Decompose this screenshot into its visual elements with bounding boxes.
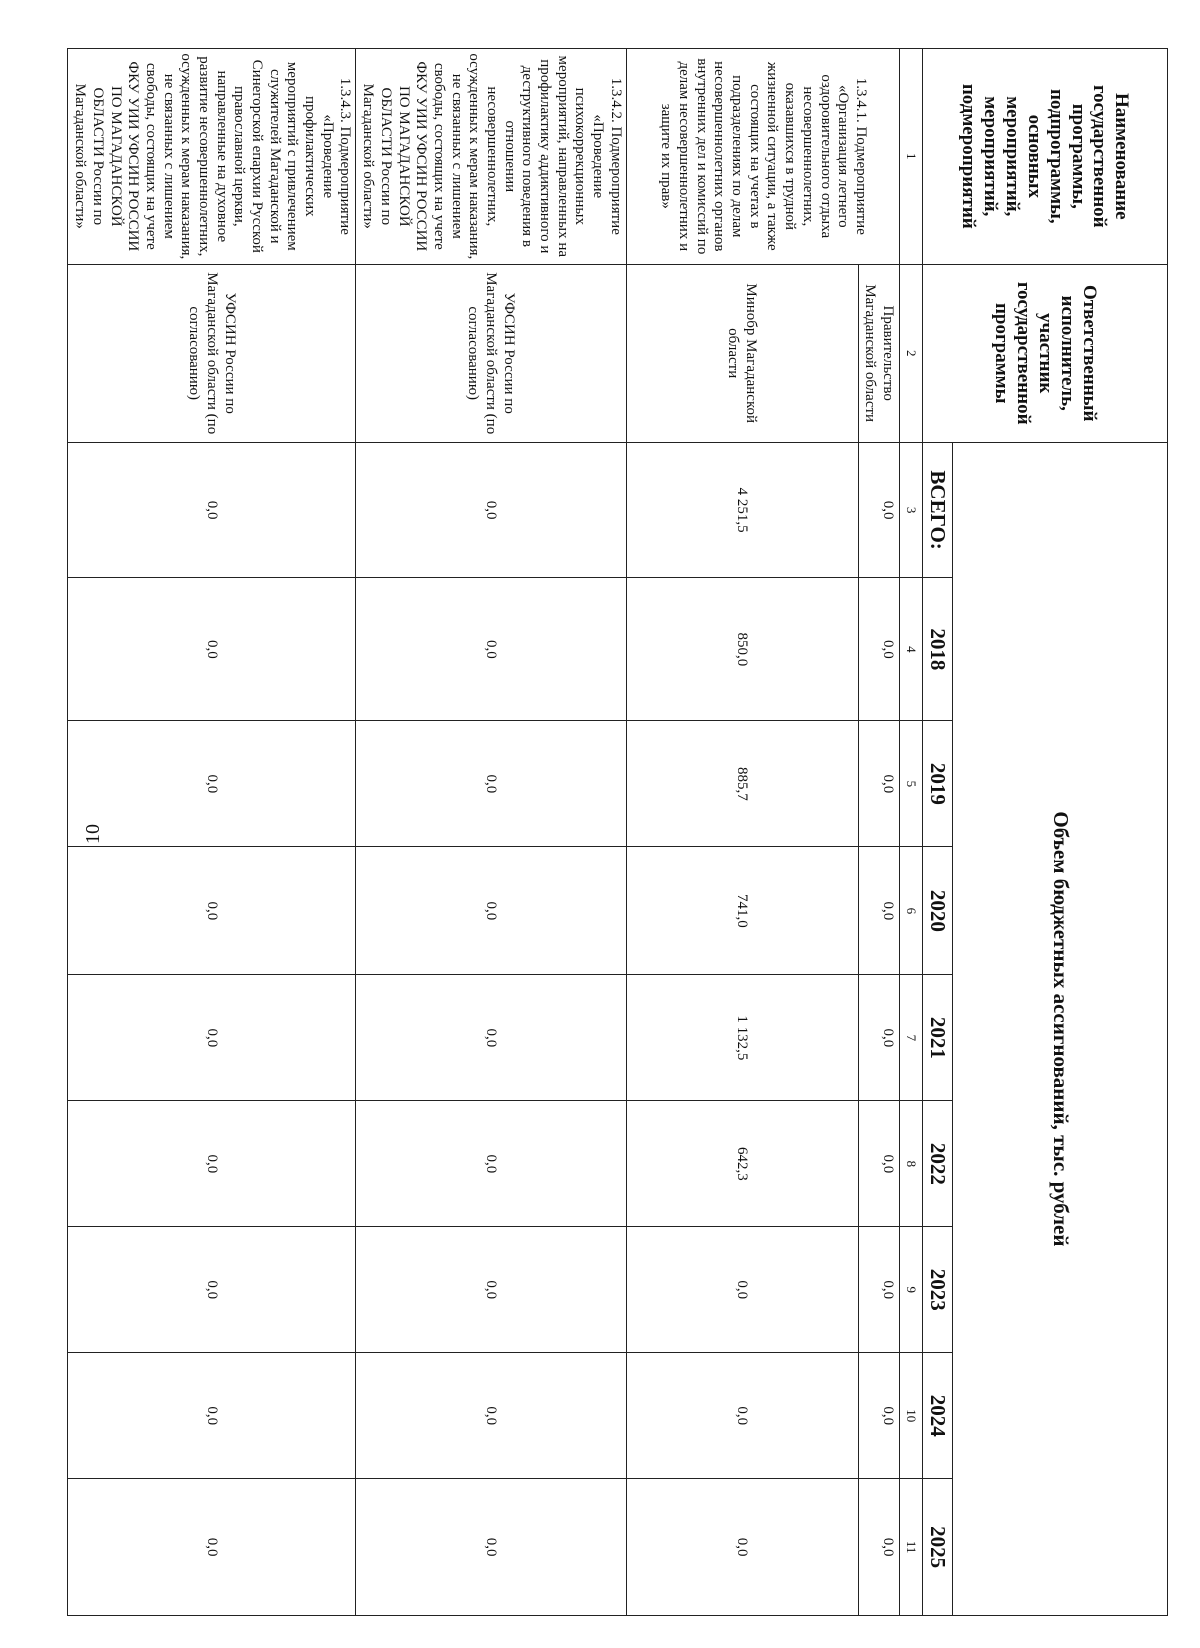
column-number: 4 bbox=[899, 578, 922, 721]
value-cell: 0,0 bbox=[858, 1353, 899, 1479]
page-number: 10 bbox=[82, 824, 104, 844]
column-numbers-row bbox=[899, 49, 922, 1616]
header-year-2020: 2020 bbox=[922, 847, 952, 975]
column-number: 1 bbox=[899, 49, 922, 265]
budget-table bbox=[68, 48, 1169, 1616]
column-number: 2 bbox=[899, 264, 922, 442]
executor-cell: Минобр Магаданской области bbox=[626, 264, 858, 442]
header-year-2025: 2025 bbox=[922, 1479, 952, 1616]
value-cell: 0,0 bbox=[626, 1227, 858, 1353]
rotated-table-container bbox=[72, 48, 1168, 1616]
table-row bbox=[68, 49, 356, 1616]
value-cell: 0,0 bbox=[356, 1479, 626, 1616]
header-year-2022: 2022 bbox=[922, 1101, 952, 1227]
value-cell: 0,0 bbox=[356, 578, 626, 721]
value-cell: 741,0 bbox=[626, 847, 858, 975]
table-row bbox=[858, 49, 899, 1616]
value-cell: 0,0 bbox=[68, 1353, 356, 1479]
header-budget-volume: Объем бюджетных ассигнований, тыс. рублей bbox=[953, 442, 1168, 1615]
value-cell: 0,0 bbox=[858, 847, 899, 975]
header-year-2019: 2019 bbox=[922, 721, 952, 847]
value-cell: 0,0 bbox=[356, 1227, 626, 1353]
program-name-cell: 1.3.4.2. Подмероприятие «Проведение психокоррекционных мероприятий, направленных на профилактику аддиктивного и деструктивного поведения в отношении несовершеннолетних, осужденных к мерам наказания, не связанных с лишением свободы, состоящих на учете ФКУ УИИ УФСИН РОССИИ ПО МАГАДАНСКОЙ ОБЛАСТИ России по Магаданской области» bbox=[356, 49, 626, 265]
column-number: 6 bbox=[899, 847, 922, 975]
value-cell: 0,0 bbox=[858, 721, 899, 847]
value-cell: 0,0 bbox=[68, 847, 356, 975]
value-cell: 0,0 bbox=[858, 578, 899, 721]
value-cell: 885,7 bbox=[626, 721, 858, 847]
total-cell: 0,0 bbox=[858, 442, 899, 578]
header-program-name: Наименование государственной программы, подпрограммы, основных мероприятий, мероприятий, подмероприятий bbox=[922, 49, 1167, 265]
column-number: 7 bbox=[899, 975, 922, 1101]
header-year-2021: 2021 bbox=[922, 975, 952, 1101]
value-cell: 850,0 bbox=[626, 578, 858, 721]
executor-cell: УФСИН России по Магаданской области (по согласованию) bbox=[356, 264, 626, 442]
value-cell: 0,0 bbox=[356, 975, 626, 1101]
value-cell: 0,0 bbox=[68, 975, 356, 1101]
value-cell: 0,0 bbox=[626, 1479, 858, 1616]
column-number: 8 bbox=[899, 1101, 922, 1227]
header-executor: Ответственный исполнитель, участник государственной программы bbox=[922, 264, 1167, 442]
program-name-cell: 1.3.4.1. Подмероприятие «Организация летнего оздоровительного отдыха несовершеннолетних, оказавшихся в трудной жизненной ситуации, а также состоящих на учетах в подразделениях по делам несовершеннолетних органов внутренних дел и комиссий по делам несовершеннолетних и защите их прав» bbox=[626, 49, 899, 265]
value-cell: 0,0 bbox=[858, 975, 899, 1101]
value-cell: 0,0 bbox=[356, 1101, 626, 1227]
value-cell: 0,0 bbox=[356, 847, 626, 975]
executor-cell: УФСИН России по Магаданской области (по согласованию) bbox=[68, 264, 356, 442]
column-number: 11 bbox=[899, 1479, 922, 1616]
header-row bbox=[953, 49, 1168, 1616]
value-cell: 0,0 bbox=[858, 1101, 899, 1227]
header-year-2024: 2024 bbox=[922, 1353, 952, 1479]
value-cell: 0,0 bbox=[68, 578, 356, 721]
value-cell: 0,0 bbox=[68, 1227, 356, 1353]
value-cell: 0,0 bbox=[68, 721, 356, 847]
value-cell: 0,0 bbox=[356, 1353, 626, 1479]
total-cell: 4 251,5 bbox=[626, 442, 858, 578]
value-cell: 0,0 bbox=[68, 1479, 356, 1616]
value-cell: 0,0 bbox=[356, 721, 626, 847]
executor-cell: Правительство Магаданской области bbox=[858, 264, 899, 442]
program-name-cell: 1.3.4.3. Подмероприятие «Проведение профилактических мероприятий с привлечением служителей Магаданской и Синегорской епархии Русской православной церкви, направленные на духовное развитие несовершеннолетних, осужденных к мерам наказания, не связанных с лишением свободы, состоящих на учете ФКУ УИИ УФСИН РОССИИ ПО МАГАДАНСКОЙ ОБЛАСТИ России по Магаданской области» bbox=[68, 49, 356, 265]
column-number: 3 bbox=[899, 442, 922, 578]
value-cell: 0,0 bbox=[68, 1101, 356, 1227]
value-cell: 0,0 bbox=[858, 1227, 899, 1353]
column-number: 10 bbox=[899, 1353, 922, 1479]
value-cell: 0,0 bbox=[626, 1353, 858, 1479]
total-cell: 0,0 bbox=[356, 442, 626, 578]
value-cell: 1 132,5 bbox=[626, 975, 858, 1101]
total-cell: 0,0 bbox=[68, 442, 356, 578]
value-cell: 0,0 bbox=[858, 1479, 899, 1616]
header-year-2018: 2018 bbox=[922, 578, 952, 721]
header-year-2023: 2023 bbox=[922, 1227, 952, 1353]
table-row bbox=[356, 49, 626, 1616]
value-cell: 642,3 bbox=[626, 1101, 858, 1227]
header-total: ВСЕГО: bbox=[922, 442, 952, 578]
table-row bbox=[626, 49, 858, 1616]
column-number: 5 bbox=[899, 721, 922, 847]
column-number: 9 bbox=[899, 1227, 922, 1353]
